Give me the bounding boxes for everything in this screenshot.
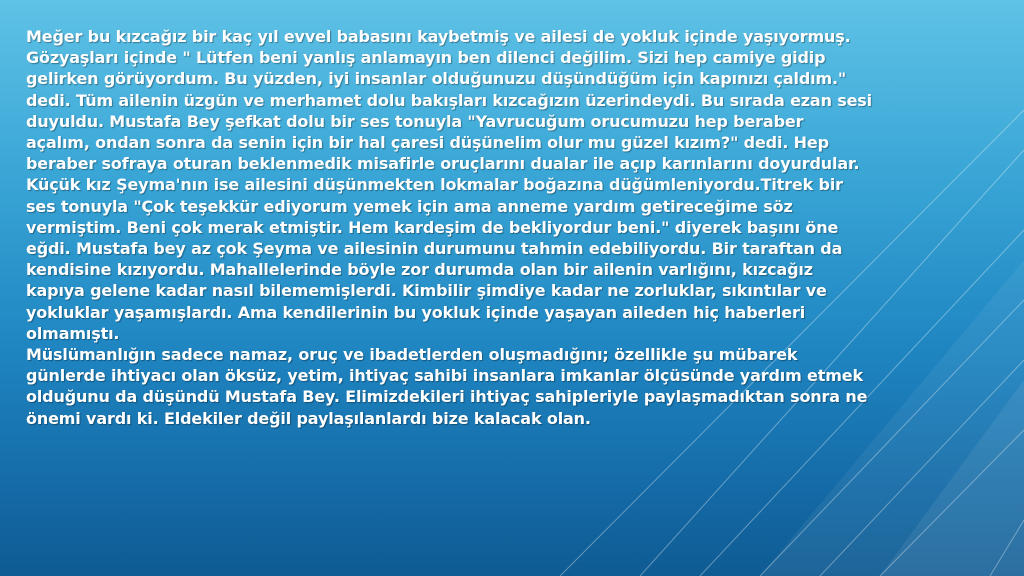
text-line: önemi vardı ki. Eldekiler değil paylaşılanlardı bize kalacak olan.: [26, 408, 591, 428]
text-line: kapıya gelene kadar nasıl bilememişlerdi. Kimbilir şimdiye kadar ne zorluklar, sıkıntılar ve: [26, 281, 827, 301]
text-line: Meğer bu kızcağız bir kaç yıl evvel babasını kaybetmiş ve ailesi de yokluk içinde yaşıyormuş.: [26, 27, 851, 46]
text-line: günlerde ihtiyacı olan öksüz, yetim, ihtiyaç sahibi insanlara imkanlar ölçüsünde yardım etmek: [26, 366, 863, 386]
text-line: gelirken görüyordum. Bu yüzden, iyi insanlar olduğunuzu düşündüğüm için kapınızı çaldım.": [26, 69, 847, 89]
text-line: eğdi. Mustafa bey az çok Şeyma ve ailesinin durumunu tahmin edebiliyordu. Bir taraftan da: [26, 239, 843, 259]
text-line: Küçük kız Şeyma'nın ise ailesini düşünmekten lokmalar boğazına düğümleniyordu.Titrek bir: [26, 175, 843, 195]
slide-body-text: [26, 26, 1011, 429]
text-line: kendisine kızıyordu. Mahallelerinde böyle zor durumda olan bir ailenin varlığını, kızcağız: [26, 260, 813, 280]
text-line: dedi. Tüm ailenin üzgün ve merhamet dolu bakışları kızcağızın üzerindeydi. Bu sırada ezan sesi: [26, 90, 873, 110]
text-line: olduğunu da düşündü Mustafa Bey. Elimizdekileri ihtiyaç sahipleriyle paylaşmadıktan sonra ne: [26, 387, 868, 407]
text-line: duyuldu. Mustafa Bey şefkat dolu bir ses tonuyla "Yavrucuğum orucumuzu hep beraber: [26, 111, 804, 131]
text-line: vermiştim. Beni çok merak etmiştir. Hem kardeşim de bekliyordur beni." diyerek başını öne: [26, 217, 839, 237]
text-line: Müslümanlığın sadece namaz, oruç ve ibadetlerden oluşmadığını; özellikle şu mübarek: [26, 345, 798, 365]
text-line: ses tonuyla "Çok teşekkür ediyorum yemek için ama anneme yardım getireceğime söz: [26, 196, 793, 216]
text-line: beraber sofraya oturan beklenmedik misafirle oruçlarını dualar ile açıp karınlarını doyurdular.: [26, 154, 860, 174]
text-line: açalım, ondan sonra da senin için bir hal çaresi düşünelim olur mu güzel kızım?" dedi. Hep: [26, 133, 829, 153]
text-line: yokluklar yaşamışlardı. Ama kendilerinin bu yokluk içinde yaşayan aileden hiç haberleri: [26, 302, 806, 322]
text-line: olmamıştı.: [26, 323, 120, 343]
text-line: Gözyaşları içinde " Lütfen beni yanlış anlamayın ben dilenci değilim. Sizi hep camiye gidip: [26, 48, 826, 68]
